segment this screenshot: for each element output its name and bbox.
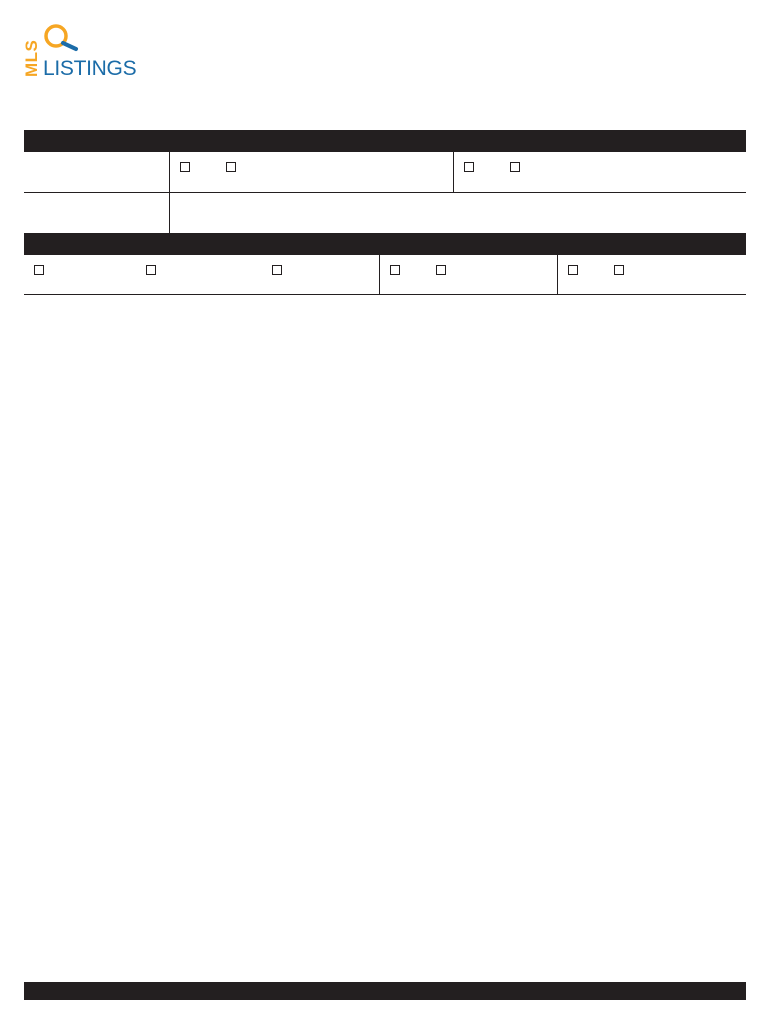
status-coming-soon[interactable]: [146, 265, 272, 275]
cross-street-row: [24, 193, 746, 233]
overview-bar: [24, 130, 746, 152]
incorporated-cell: [454, 152, 746, 192]
land-use-cell[interactable]: [24, 152, 170, 192]
checkbox-icon: [180, 162, 190, 172]
checkbox-icon: [390, 265, 400, 275]
city-limits-no[interactable]: [226, 162, 242, 172]
checkbox-icon: [146, 265, 156, 275]
magnifier-icon: [46, 26, 76, 49]
listing-form: [24, 130, 746, 295]
incorporated-yes[interactable]: [464, 162, 510, 172]
checkbox-icon: [510, 162, 520, 172]
transfer-tax-cell: [558, 255, 746, 294]
directions-cell[interactable]: [170, 193, 746, 233]
pos-no[interactable]: [436, 265, 452, 275]
land-use-row: [24, 152, 746, 193]
svg-text:MLS: MLS: [22, 39, 41, 77]
listing-status-row: [24, 255, 746, 295]
checkbox-icon: [614, 265, 624, 275]
city-limits-cell: [170, 152, 454, 192]
city-limits-yes[interactable]: [180, 162, 226, 172]
listing-bar: [24, 233, 746, 255]
checkbox-icon: [436, 265, 446, 275]
mlslistings-logo: [22, 22, 137, 80]
listing-status-cell: [24, 255, 380, 294]
pos-ordinance-cell: [380, 255, 558, 294]
status-active[interactable]: [34, 265, 146, 275]
checkbox-icon: [568, 265, 578, 275]
checkbox-icon: [226, 162, 236, 172]
incorporated-no[interactable]: [510, 162, 526, 172]
status-comp-only[interactable]: [272, 265, 288, 275]
checkbox-icon: [34, 265, 44, 275]
ctt-yes[interactable]: [568, 265, 614, 275]
page-footer: [24, 982, 746, 1000]
checkbox-icon: [464, 162, 474, 172]
pos-yes[interactable]: [390, 265, 436, 275]
checkbox-icon: [272, 265, 282, 275]
svg-text:LISTINGS: LISTINGS: [43, 57, 137, 80]
ctt-no[interactable]: [614, 265, 630, 275]
cross-street-cell[interactable]: [24, 193, 170, 233]
